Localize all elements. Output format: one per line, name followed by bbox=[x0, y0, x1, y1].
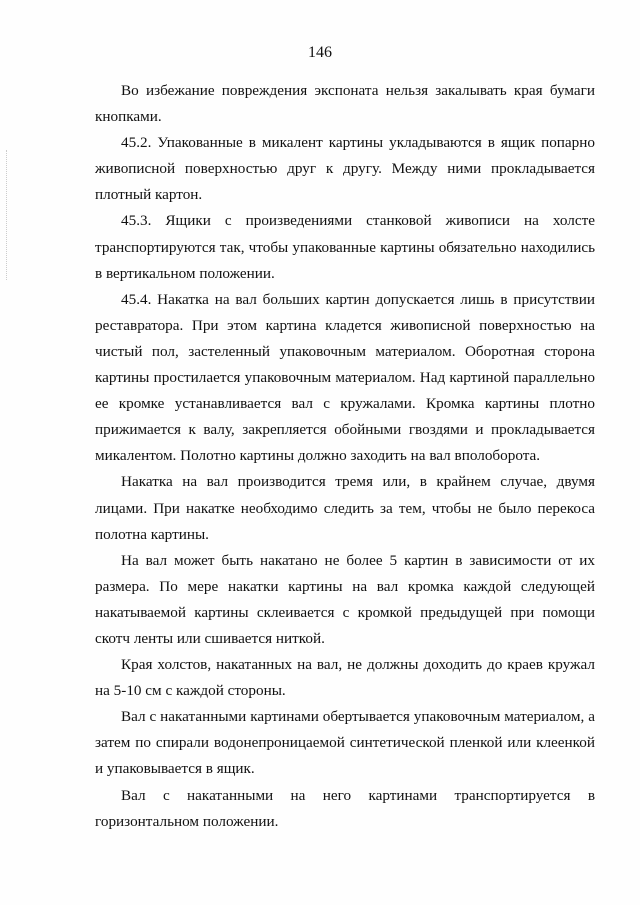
paragraph-canvas-edges: Края холстов, накатанных на вал, не должны доходить до краев кружал на 5-10 см с каждой стороны. bbox=[95, 656, 595, 700]
paragraph-transport: Вал с накатанными на него картинами транспортируется в горизонтальном положении. bbox=[95, 786, 595, 830]
paragraph-45-2: 45.2. Упакованные в микалент картины укладываются в ящик попарно живописной поверхностью друг к другу. Между ними прокладывается плотный картон. bbox=[95, 134, 595, 204]
paragraph-intro: Во избежание повреждения экспоната нельзя закалывать края бумаги кнопками. bbox=[95, 82, 595, 126]
page-number: 146 bbox=[308, 44, 332, 61]
paragraph-45-3: 45.3. Ящики с произведениями станковой живописи на холсте транспортируются так, чтобы упакованные картины обязательно находились в вертикальном положении. bbox=[95, 212, 595, 282]
paragraph-45-4: 45.4. Накатка на вал больших картин допускается лишь в присутствии реставратора. При этом картина кладется живописной поверхностью на чистый пол, застеленный упаковочным материалом. Оборотная сторона картины простилается упаковочным материалом. Над картиной параллельно ее кромке устанавливается вал с кружалами. Кромка картины плотно прижимается к валу, закрепляется обойными гвоздями и прокладывается микалентом. Полотно картины должно заходить на вал вполоборота. bbox=[95, 290, 595, 465]
document-body bbox=[95, 78, 595, 835]
paragraph-rolling-persons: Накатка на вал производится тремя или, в крайнем случае, двумя лицами. При накатке необходимо следить за тем, чтобы не было перекоса полотна картины. bbox=[95, 473, 595, 543]
scan-margin-artifact bbox=[6, 150, 10, 280]
paragraph-wrapping: Вал с накатанными картинами обертывается упаковочным материалом, а затем по спирали водонепроницаемой синтетической пленкой или клеенкой и упаковывается в ящик. bbox=[95, 708, 595, 778]
paragraph-rolling-limit: На вал может быть накатано не более 5 картин в зависимости от их размера. По мере накатки картины на вал кромка каждой следующей накатываемой картины склеивается с кромкой предыдущей при помощи скотч ленты или сшивается ниткой. bbox=[95, 551, 595, 647]
